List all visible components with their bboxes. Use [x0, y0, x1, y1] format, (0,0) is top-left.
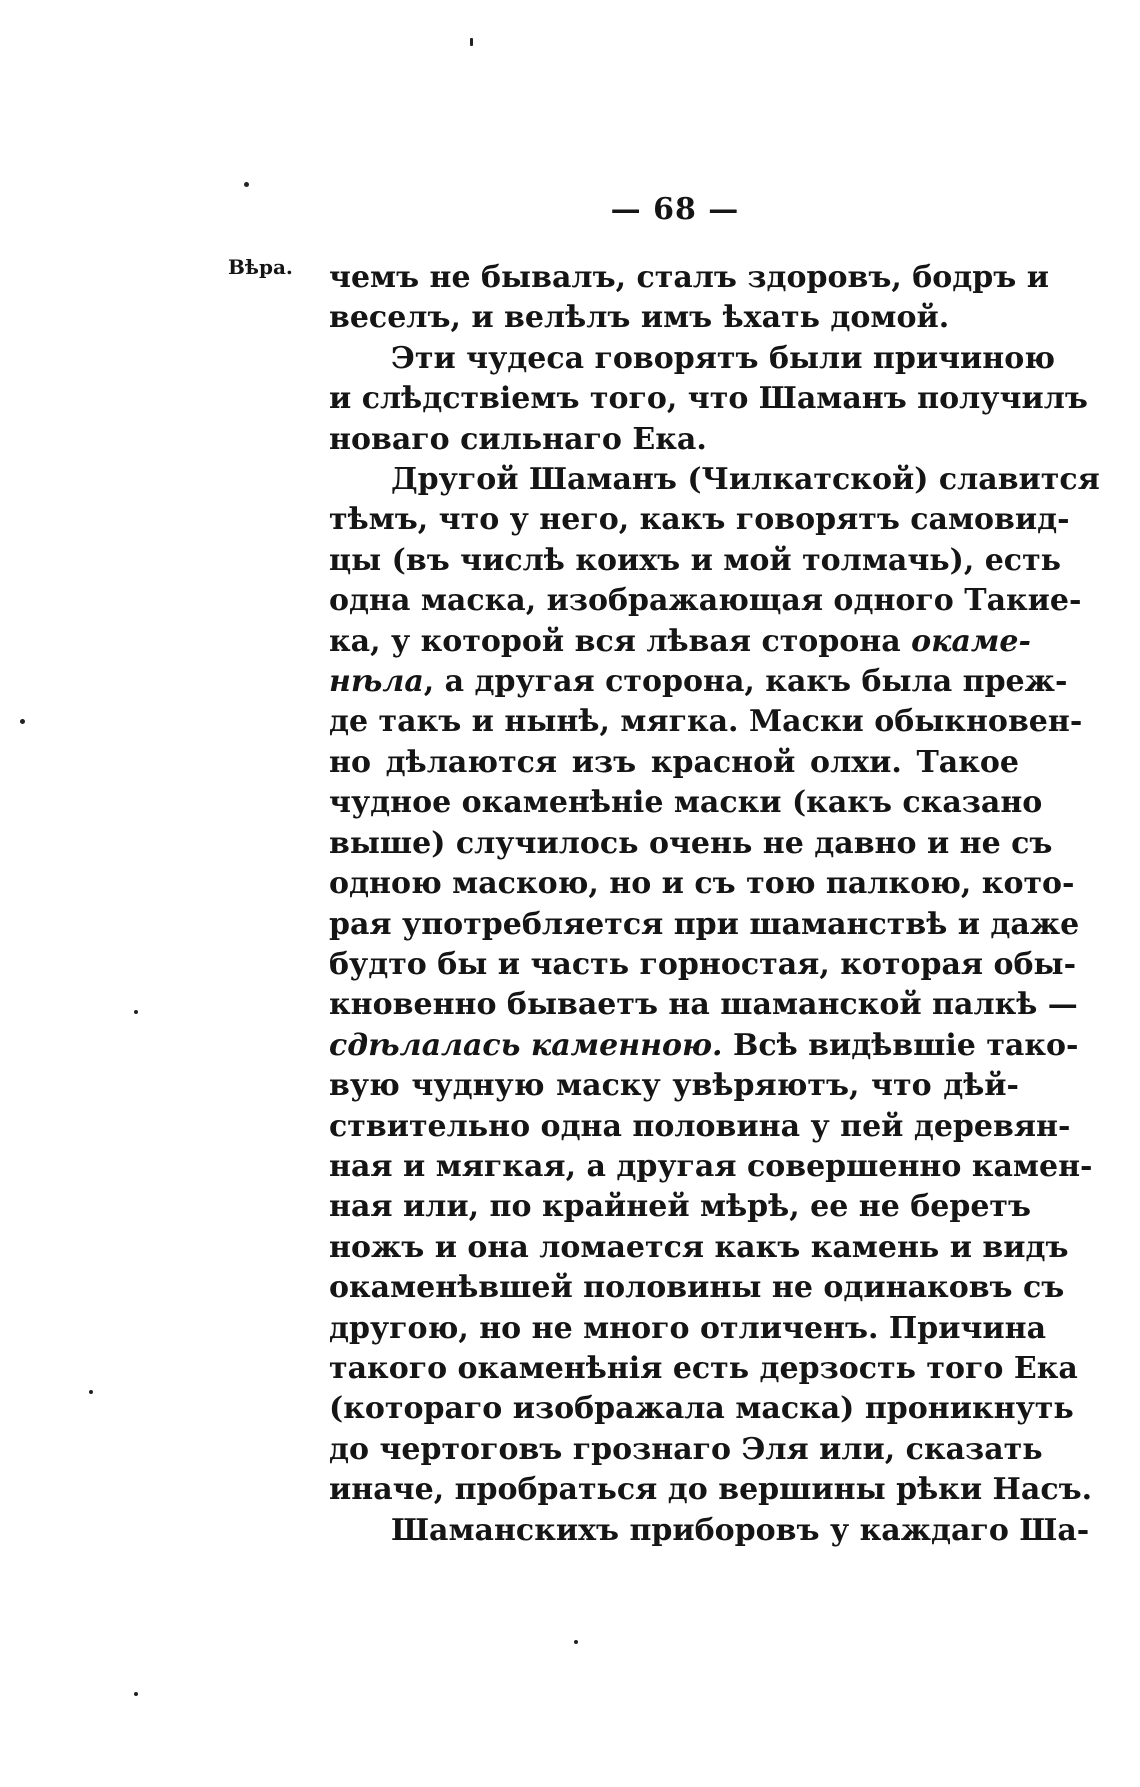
text-line	[329, 420, 1019, 460]
paragraph	[329, 460, 1100, 1511]
scan-speck	[20, 719, 25, 724]
text-line	[329, 1389, 1074, 1429]
page-number: — 68 —	[610, 192, 740, 227]
text-run: , а другая сторона, какъ была преж-	[423, 664, 1068, 700]
text-line	[329, 460, 1100, 500]
italic-text: нѣла	[329, 664, 424, 700]
text-line	[329, 541, 1062, 581]
text-run: будто бы и часть горностая, которая обы-	[329, 946, 1077, 982]
text-run: ка, у которой вся лѣвая сторона	[329, 623, 912, 659]
text-line	[329, 339, 1056, 379]
text-line	[329, 1511, 1090, 1551]
text-run: (котораго изображала маска) проникнуть	[329, 1391, 1074, 1427]
text-line	[329, 581, 1082, 621]
text-run: одна маска, изображающая одного Такие-	[329, 583, 1082, 619]
text-line	[329, 702, 1083, 742]
text-line	[329, 1430, 1043, 1470]
text-line	[329, 1309, 1047, 1349]
text-run: вую чудную маску увѣряютъ, что дѣй-	[329, 1068, 1019, 1104]
body-text	[329, 258, 1100, 1551]
text-run: Другой Шаманъ (Чилкатской) славится	[391, 462, 1100, 498]
text-line	[329, 298, 1019, 338]
scan-speck	[470, 38, 473, 46]
text-line	[329, 1470, 1093, 1510]
text-run: одною маскою, но и съ тою палкою, кото-	[329, 866, 1075, 902]
text-run: ная и мягкая, а другая совершенно камен-	[329, 1148, 1093, 1184]
text-line	[329, 864, 1075, 904]
paragraph	[329, 1511, 1090, 1551]
text-line	[329, 1066, 1019, 1106]
text-run: ножъ и она ломается какъ камень и видъ	[329, 1229, 1069, 1265]
text-run: такого окаменѣнія есть дерзость того Ека	[329, 1350, 1078, 1386]
scan-speck	[89, 1390, 93, 1394]
text-run: рая употребляется при шаманствѣ и даже	[329, 906, 1080, 942]
text-line	[329, 1187, 1032, 1227]
text-line	[329, 1228, 1069, 1268]
text-run: Эти чудеса говорятъ были причиною	[391, 340, 1056, 376]
text-line	[329, 379, 1088, 419]
text-run: выше) случилось очень не давно и не съ	[329, 825, 1053, 861]
text-line	[329, 1147, 1093, 1187]
text-line	[329, 258, 1049, 298]
text-line	[329, 662, 1068, 702]
text-run: но дѣлаются изъ красной олхи. Такое	[329, 744, 1019, 780]
scan-speck	[134, 1692, 138, 1696]
text-run: другою, но не много отличенъ. Причина	[329, 1310, 1047, 1346]
text-line	[329, 1268, 1065, 1308]
text-run: кновенно бываетъ на шаманской палкѣ —	[329, 987, 1078, 1023]
text-run: де такъ и нынѣ, мягка. Маски обыкновен-	[329, 704, 1083, 740]
text-line	[329, 905, 1080, 945]
text-run: Шаманскихъ приборовъ у каждаго Ша-	[391, 1512, 1090, 1548]
text-run: и слѣдствіемъ того, что Шаманъ получилъ	[329, 381, 1088, 417]
text-run: иначе, пробраться до вершины рѣки Насъ.	[329, 1472, 1093, 1508]
scan-speck	[244, 182, 249, 187]
margin-note: Вѣра.	[228, 255, 293, 279]
text-line	[329, 985, 1078, 1025]
text-line	[329, 1349, 1078, 1389]
text-line	[329, 824, 1053, 864]
text-run: веселъ, и велѣлъ имъ ѣхать домой.	[329, 300, 950, 336]
scan-speck	[574, 1640, 578, 1644]
text-run: тѣмъ, что у него, какъ говорятъ самовид-	[329, 502, 1070, 538]
text-run: ствительно одна половина у пей деревян-	[329, 1108, 1071, 1144]
text-line	[329, 500, 1070, 540]
text-run: новаго сильнаго Ека.	[329, 421, 707, 457]
text-run: ная или, по крайней мѣрѣ, ее не беретъ	[329, 1189, 1032, 1225]
text-line	[329, 622, 1031, 662]
italic-text: окаме-	[911, 623, 1031, 659]
scan-speck	[134, 1010, 138, 1014]
text-run: окаменѣвшей половины не одинаковъ съ	[329, 1270, 1065, 1306]
text-run: до чертоговъ грознаго Эля или, сказать	[329, 1431, 1043, 1467]
text-line	[329, 945, 1077, 985]
text-run: Всѣ видѣвшіе тако-	[722, 1027, 1079, 1063]
text-line	[329, 1026, 1079, 1066]
paragraph	[329, 339, 1088, 460]
text-run: чудное окаменѣніе маски (какъ сказано	[329, 785, 1043, 821]
text-run: чемъ не бывалъ, сталъ здоровъ, бодръ и	[329, 260, 1049, 295]
paragraph	[329, 258, 1049, 339]
text-line	[329, 743, 1019, 783]
text-line	[329, 1107, 1071, 1147]
text-line	[329, 783, 1043, 823]
italic-text: сдѣлалась каменною.	[329, 1027, 723, 1063]
text-run: цы (въ числѣ коихъ и мой толмачь), есть	[329, 542, 1062, 578]
